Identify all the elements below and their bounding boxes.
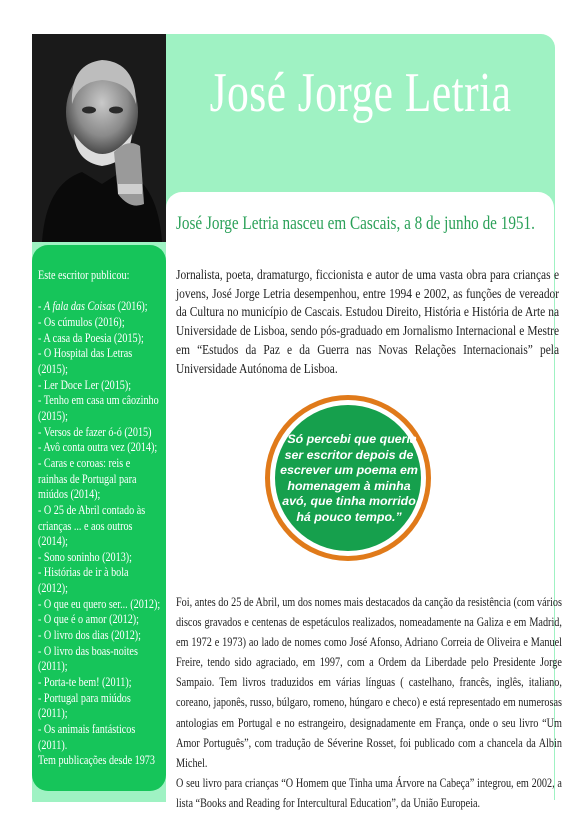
author-portrait-photo <box>32 34 166 242</box>
bio-paragraph-1: Jornalista, poeta, dramaturgo, ficcionista e autor de uma vasta obra para crianças e jovens, José Jorge Letria desempenhou, entre 1994 e 2002, as funções de vereador da Cultura no município de Cascais. Estudou Direito, História e História de Arte na Universidade de Lisboa, sendo pós-graduado em Jornalismo Internacional e Mestre em “Estudos da Paz e da Guerra nas Novas Relações Internacionais” pela Universidade Autónoma de Lisboa. <box>176 267 560 376</box>
list-item: - A casa da Poesia (2015); <box>38 330 144 345</box>
list-item: - Tenho em casa um câozinho (2015); <box>38 393 159 423</box>
subtitle: José Jorge Letria nasceu em Cascais, a 8 de junho de 1951. <box>176 213 535 234</box>
list-item: - Portugal para miúdos (2011); <box>38 690 131 721</box>
list-item: - Sono soninho (2013); <box>38 549 132 564</box>
list-item: - O livro das boas-noites (2011); <box>38 643 138 674</box>
list-item: Tem publicações desde 1973 <box>38 753 155 768</box>
quote-text: “Só percebi que queria ser escritor depois de escrever um poema em homenagem à minha avó, que tinha morrido há pouco tempo.” <box>280 432 418 524</box>
list-item: - Caras e coroas: reis e rainhas de Portugal para miúdos (2014); <box>38 455 137 502</box>
page-title: José Jorge Letria <box>209 62 512 124</box>
portrait-icon <box>32 34 166 242</box>
publications-list <box>38 268 161 769</box>
list-item: - O que é o amor (2012); <box>38 612 140 627</box>
list-item: - O Hospital das Letras (2015); <box>38 346 133 376</box>
list-item: - A fala das Coisas (2016); <box>38 299 148 314</box>
bio-paragraph-3-text: O seu livro para crianças “O Homem que Tinha uma Árvore na Cabeça” integrou, em 2002, a lista “Books and Reading for Intercultural Education”, da União Europeia. <box>176 775 562 810</box>
list-item: - Ler Doce Ler (2015); <box>38 377 132 392</box>
list-item: - O 25 de Abril contado às crianças ... e aos outros (2014); <box>38 502 146 549</box>
list-item: - Avô conta outra vez (2014); <box>38 440 158 455</box>
list-item: - O que eu quero ser... (2012); <box>38 596 161 611</box>
list-item: - O livro dos dias (2012); <box>38 628 142 643</box>
bio-paragraph-2 <box>176 592 562 813</box>
publications-heading: Este escritor publicou: <box>38 268 130 282</box>
bio-paragraph-2-text: Foi, antes do 25 de Abril, um dos nomes mais destacados da canção da resistência (com vários discos gravados e centenas de espetáculos realizados, nomeadamente na Galiza e em Madrid, em 1972 e 1973) ao lado de nomes como José Afonso, Adriano Correia de Oliveira e Manuel Freire, tendo sido agraciado, em 1997, com a Ordem da Liberdade pelo Presidente Jorge Sampaio. Tem livros traduzidos em várias línguas ( castelhano, francês, inglês, italiano, coreano, japonês, russo, búlgaro, romeno, húngaro e checo) e está representado em numerosas antologias em Portugal e no estrangeiro, designadamente em França, onde o seu livro “Um Amor Português”, com tradução de Séverine Rosset, foi publicado com a chancela da Albin Michel. <box>176 595 562 770</box>
list-item: - Versos de fazer ó-ó (2015) <box>38 424 152 439</box>
list-item: - Histórias de ir à bola (2012); <box>38 565 129 596</box>
list-item: - Os cúmulos (2016); <box>38 314 125 329</box>
list-item: - Porta-te bem! (2011); <box>38 675 132 690</box>
list-item: - Os animais fantásticos (2011). <box>38 722 136 752</box>
